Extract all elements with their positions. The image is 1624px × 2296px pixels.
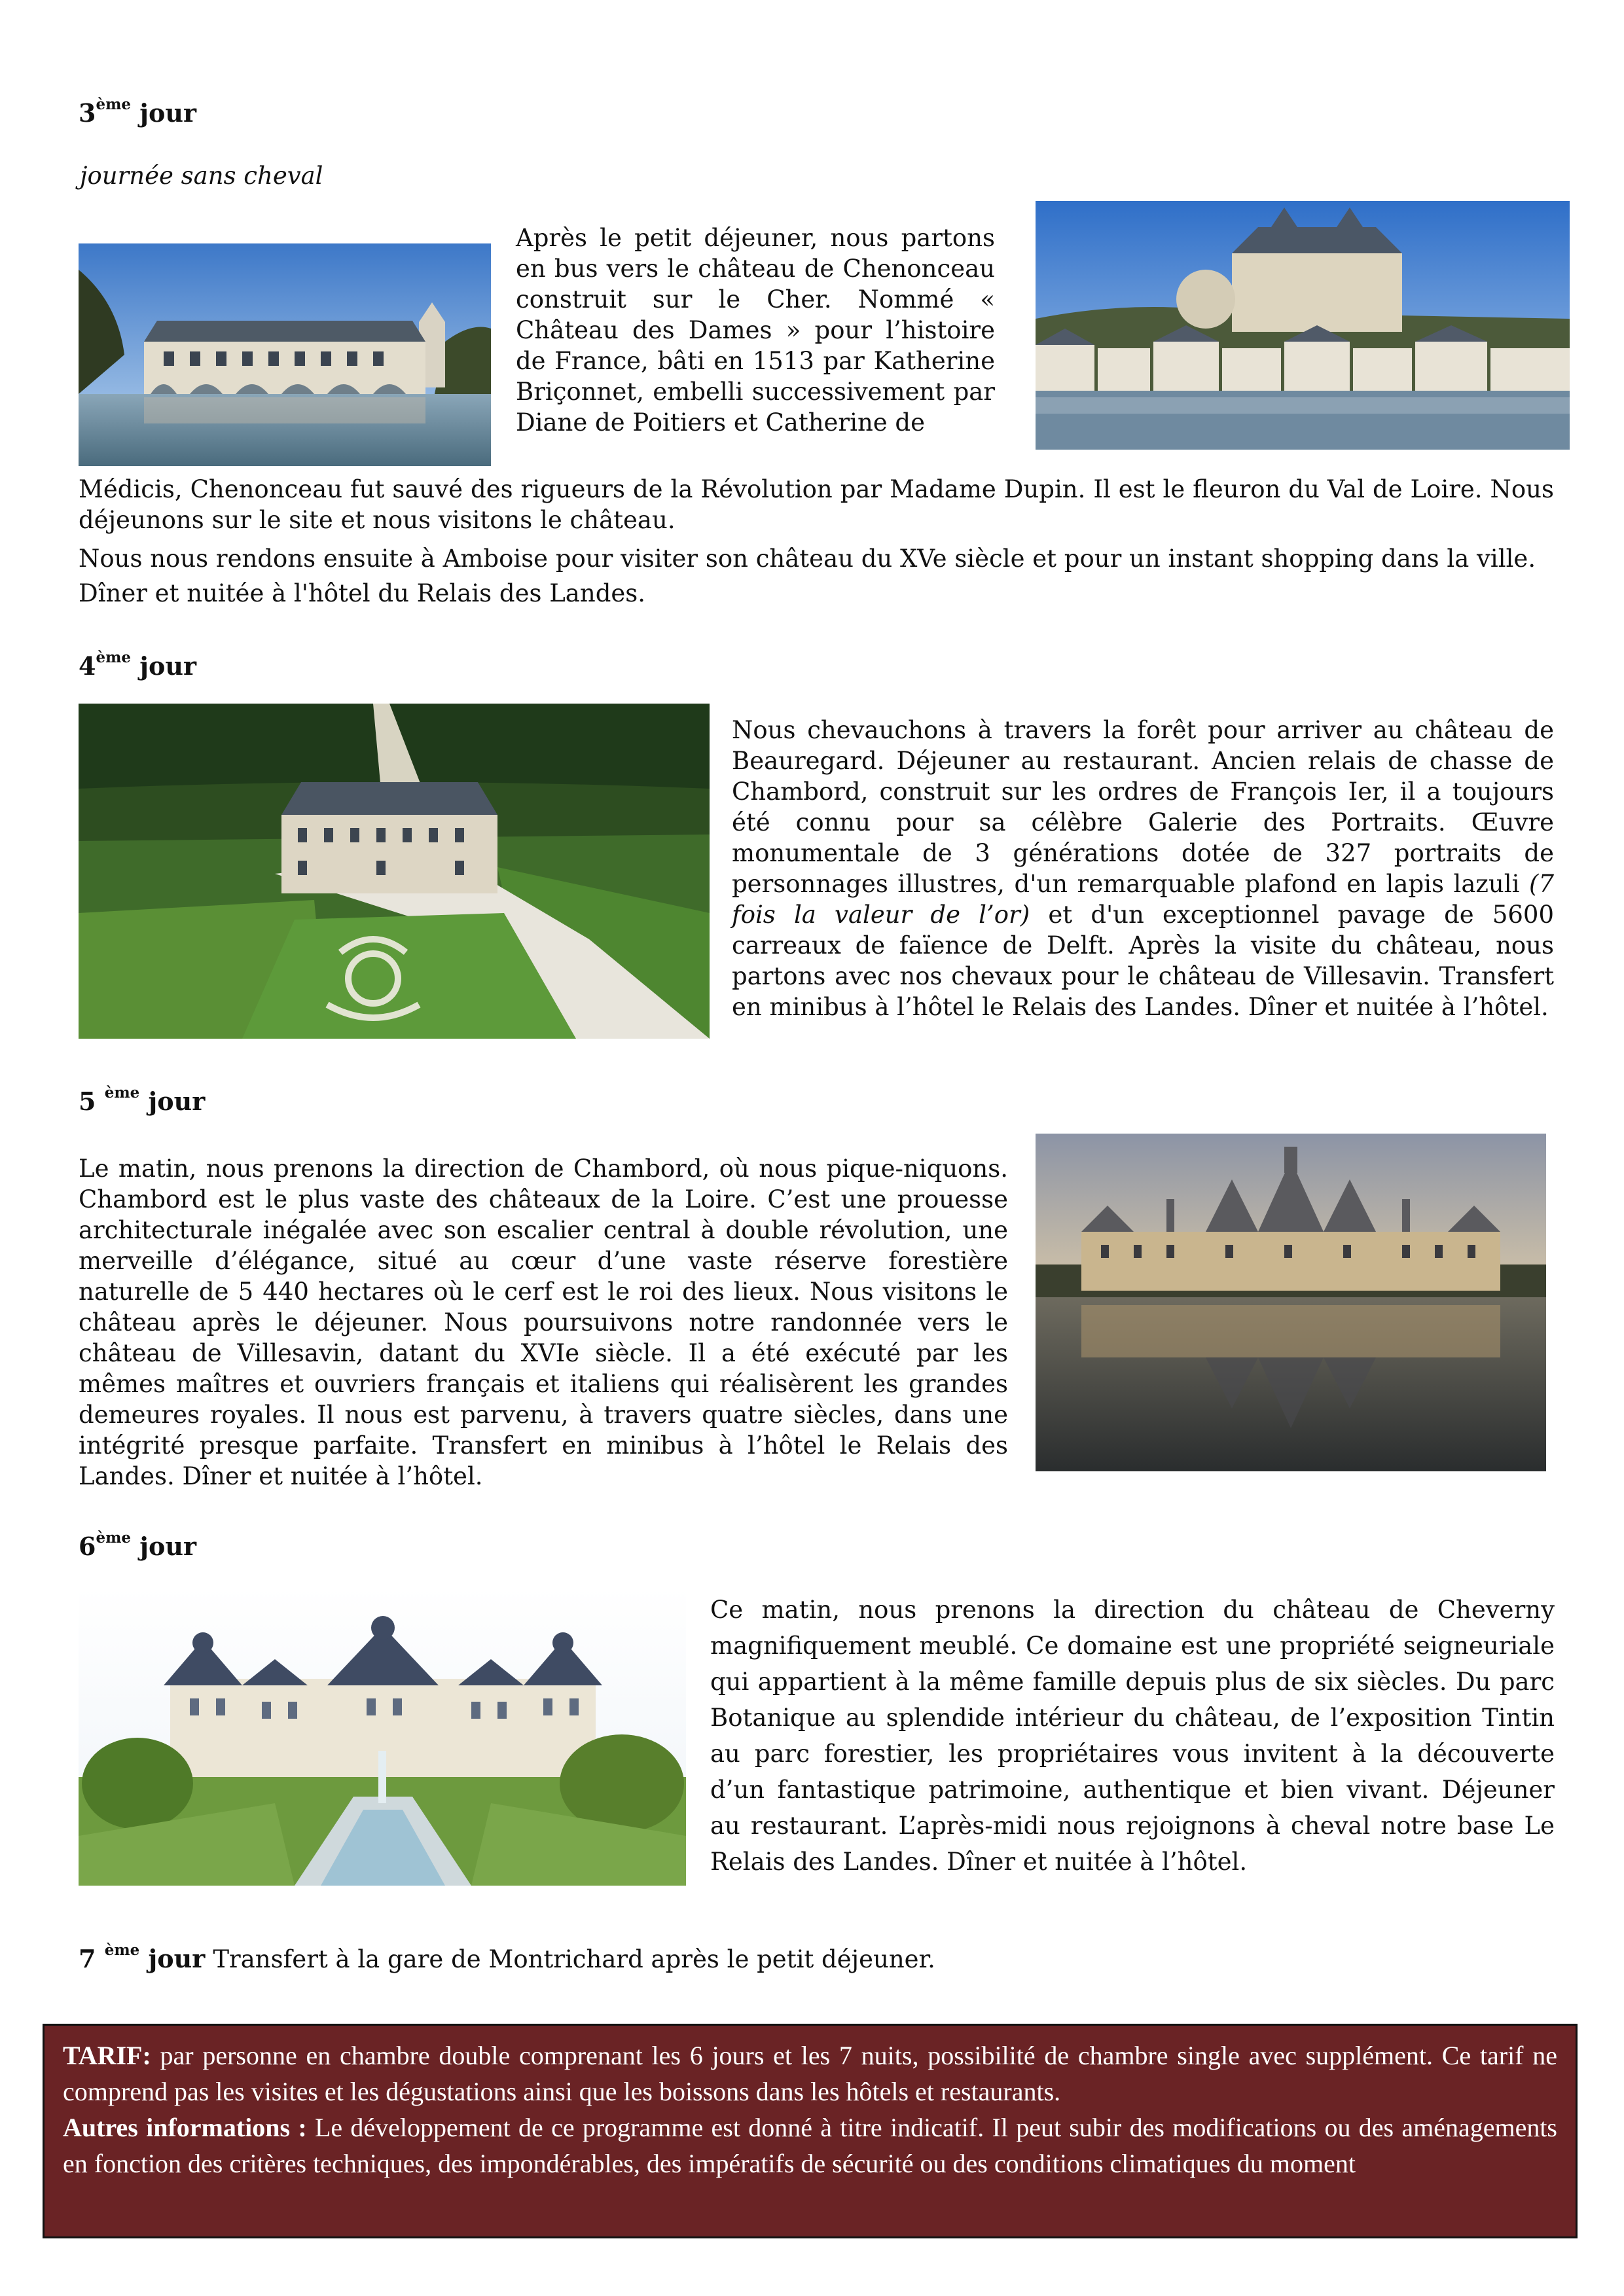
chambord-photo xyxy=(1036,1134,1546,1471)
tarif-box xyxy=(43,2024,1578,2238)
day3-heading: 3ème jour xyxy=(79,96,197,128)
day7-heading: 7 $^{ème}$ jour xyxy=(79,1941,206,1973)
day6-text: Ce matin, nous prenons la direction du château de Cheverny magnifiquement meublé. Ce domaine est une propriété seigneuriale qui appartient à la même famille depuis plus de six siècles. Du parc Botanique au splendide intérieur du château, de l’exposition Tintin au parc forestier, les propriétaires vous invitent à la découverte d’un fantastique patrimoine, authentique et bien vivant. Déjeuner au restaurant. L’après-midi nous rejoignons à cheval notre base Le Relais des Landes. Dîner et nuitée à l’hôtel. xyxy=(710,1596,1555,1876)
chenonceau-photo xyxy=(79,243,491,466)
other-info-text: Le développement de ce programme est donné à titre indicatif. Il peut subir des modifications ou des aménagements en fonction des critères techniques, des impondérables, des impératifs de sécurité ou des conditions climatiques du moment xyxy=(63,2113,1557,2178)
day4-heading: 4ème jour xyxy=(79,649,197,681)
day7-text: Transfert à la gare de Montrichard après le petit déjeuner. xyxy=(213,1945,935,1973)
day6-heading: 6ème jour xyxy=(79,1529,197,1561)
day7-line xyxy=(79,1941,1558,1975)
day5-heading: 5 $^{ème}$ jour xyxy=(79,1084,206,1116)
day3-subtitle: journée sans cheval xyxy=(80,162,323,190)
beauregard-photo xyxy=(79,704,710,1039)
day3-text-right: Après le petit déjeuner, nous partons en bus vers le château de Chenonceau construit sur le Cher. Nommé « Château des Dames » pour l’histoire de France, bâti en 1513 par Katherine Briçonnet, embelli successivement par Diane de Poitiers et Catherine de xyxy=(516,224,995,437)
tarif-label: TARIF: xyxy=(63,2041,151,2070)
day3-text-full: Médicis, Chenonceau fut sauvé des rigueurs de la Révolution par Madame Dupin. Il est le fleuron du Val de Loire. Nous déjeunons sur le site et nous visitons le château. xyxy=(79,475,1554,534)
tarif-text: par personne en chambre double comprenant les 6 jours et les 7 nuits, possibilité de chambre single avec supplément. Ce tarif ne comprend pas les visites et les dégustations ainsi que les boissons dans les hôtels et restaurants. xyxy=(63,2041,1557,2106)
other-info-label: Autres informations : xyxy=(63,2113,307,2142)
day3-text-full2: Nous nous rendons ensuite à Amboise pour visiter son château du XVe siècle et pour un instant shopping dans la ville. xyxy=(79,545,1536,573)
amboise-photo xyxy=(1036,201,1570,450)
day3-text-full3: Dîner et nuitée à l'hôtel du Relais des Landes. xyxy=(79,579,646,607)
day5-text: Le matin, nous prenons la direction de Chambord, où nous pique-niquons. Chambord est le plus vaste des châteaux de la Loire. C’est une prouesse architecturale inégalée avec son escalier central à double révolution, une merveille d’élégance, situé au cœur d’une vaste réserve forestière naturelle de 5 440 hectares où le cerf est le roi des lieux. Nous visitons le château après le déjeuner. Nous poursuivons notre randonnée vers le château de Villesavin, datant du XVIe siècle. Il a été exécuté par les mêmes maîtres et ouvriers français et italiens qui réalisèrent les grandes demeures royales. Il nous est parvenu, à travers quatre siècles, dans une intégrité presque parfaite. Transfert en minibus à l’hôtel le Relais des Landes. Dîner et nuitée à l’hôtel. xyxy=(79,1155,1008,1490)
day4-text: Nous chevauchons à travers la forêt pour arriver au château de Beauregard. Déjeuner au restaurant. Ancien relais de chasse de Chambord, construit sur les ordres de François Ier, il a toujours été connu pour sa célèbre Galerie des Portraits. Œuvre monumentale de 3 générations dotée de 327 portraits de personnages illustres, d'un remarquable plafond en lapis lazuli (7 fois la valeur de l’or) et d'un exceptionnel pavage de 5600 carreaux de faïence de Delft. Après la visite du château, nous partons avec nos chevaux pour le château de Villesavin. Transfert en minibus à l’hôtel le Relais des Landes. Dîner et nuitée à l’hôtel. xyxy=(732,716,1555,1021)
cheverny-photo xyxy=(79,1587,686,1886)
